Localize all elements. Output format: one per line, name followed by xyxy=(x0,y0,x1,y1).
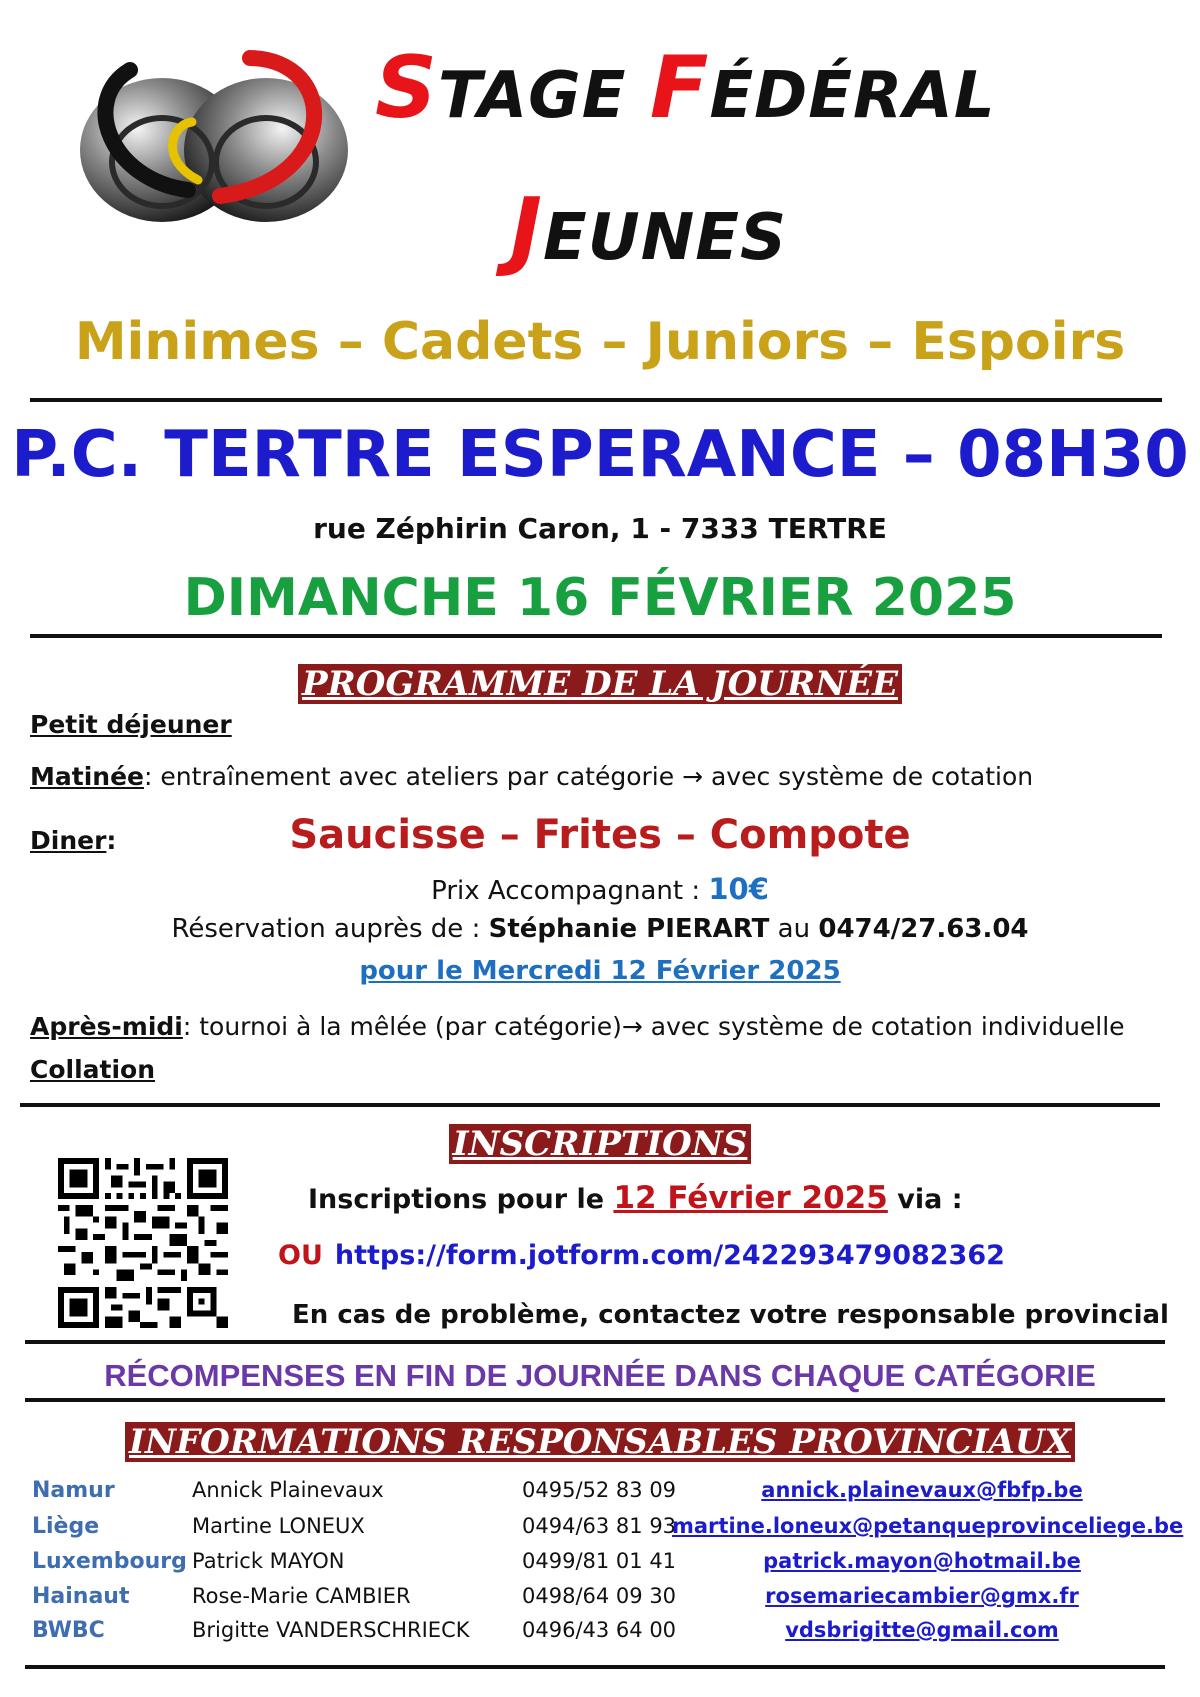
petanque-logo xyxy=(70,30,360,250)
reservation-deadline: pour le Mercredi 12 Février 2025 xyxy=(359,956,841,986)
contact-email-link[interactable]: patrick.mayon@hotmail.be xyxy=(763,1549,1081,1573)
price-value: 10€ xyxy=(708,872,769,906)
inscriptions-line xyxy=(308,1180,963,1216)
title-line-1 xyxy=(375,38,996,138)
contact-province: Luxembourg xyxy=(32,1549,187,1574)
contact-name: Annick Plainevaux xyxy=(192,1478,384,1502)
reservation-au: au xyxy=(777,914,811,944)
inscriptions-prefix: Inscriptions pour le xyxy=(308,1184,605,1215)
divider xyxy=(25,1665,1165,1669)
contact-row xyxy=(32,1549,1182,1583)
contact-province: BWBC xyxy=(32,1618,105,1643)
contact-phone: 0499/81 01 41 xyxy=(522,1549,677,1573)
diner-colon: : xyxy=(106,826,117,855)
categories-line: Minimes – Cadets – Juniors – Espoirs xyxy=(74,312,1126,372)
contact-name: Patrick MAYON xyxy=(192,1549,345,1573)
collation-label: Collation xyxy=(30,1055,156,1084)
contact-phone: 0494/63 81 93 xyxy=(522,1514,677,1538)
apres-midi-text: : tournoi à la mêlée (par catégorie)→ avec système de cotation individuelle xyxy=(182,1012,1125,1041)
title-stage-rest: TAGE xyxy=(437,59,650,133)
contact-row xyxy=(32,1514,1182,1548)
reservation-prefix: Réservation auprès de : xyxy=(171,914,481,944)
reservation-person: Stéphanie PIERART xyxy=(488,914,770,944)
contact-email-link[interactable]: vdsbrigitte@gmail.com xyxy=(785,1618,1059,1642)
collation-row xyxy=(30,1055,155,1084)
petit-dejeuner-row xyxy=(30,710,232,739)
reservation-deadline-line xyxy=(0,956,1200,986)
event-date: DIMANCHE 16 FÉVRIER 2025 xyxy=(183,568,1017,628)
apres-midi-row xyxy=(30,1012,1125,1041)
programme-heading: PROGRAMME DE LA JOURNÉE xyxy=(298,664,902,704)
contact-name: Brigitte VANDERSCHRIECK xyxy=(192,1618,470,1642)
inscriptions-suffix: via : xyxy=(897,1184,963,1215)
title-jeunes-rest: EUNES xyxy=(543,201,788,275)
matinee-label: Matinée xyxy=(30,762,144,791)
reservation-line xyxy=(0,914,1200,944)
jotform-line xyxy=(278,1240,1005,1271)
inscriptions-date: 12 Février 2025 xyxy=(613,1180,888,1216)
divider xyxy=(20,1103,1160,1107)
title-initial-s: S xyxy=(375,38,438,138)
venue-name: P.C. TERTRE ESPERANCE – 08H30 xyxy=(11,418,1189,492)
title-initial-f: F xyxy=(649,38,710,138)
contact-email-link[interactable]: annick.plainevaux@fbfp.be xyxy=(761,1478,1083,1502)
contact-name: Martine LONEUX xyxy=(192,1514,365,1538)
contact-email-link[interactable]: rosemariecambier@gmx.fr xyxy=(765,1584,1079,1608)
contacts-heading-wrap xyxy=(0,1422,1200,1462)
jotform-link[interactable]: https://form.jotform.com/242293479082362 xyxy=(334,1240,1005,1271)
divider xyxy=(30,398,1162,402)
title-initial-j: J xyxy=(510,180,543,280)
problem-contact-line: En cas de problème, contactez votre responsable provincial xyxy=(292,1300,1169,1330)
ou-label: OU xyxy=(278,1240,323,1271)
contact-phone: 0495/52 83 09 xyxy=(522,1478,677,1502)
contact-phone: 0496/43 64 00 xyxy=(522,1618,677,1642)
diner-label: Diner xyxy=(30,826,107,855)
petit-dejeuner-label: Petit déjeuner xyxy=(30,710,232,739)
matinee-row xyxy=(30,762,1033,791)
title-federal-rest: ÉDÉRAL xyxy=(709,59,996,133)
contacts-heading: INFORMATIONS RESPONSABLES PROVINCIAUX xyxy=(125,1422,1075,1462)
inscriptions-heading: INSCRIPTIONS xyxy=(449,1124,752,1164)
price-label: Prix Accompagnant : xyxy=(431,876,701,906)
contact-row xyxy=(32,1584,1182,1618)
contact-row xyxy=(32,1618,1182,1652)
contact-email-link[interactable]: martine.loneux@petanqueprovinceliege.be xyxy=(672,1514,1184,1538)
matinee-text: : entraînement avec ateliers par catégorie → avec système de cotation xyxy=(143,762,1034,791)
title-line-2 xyxy=(510,180,787,280)
divider xyxy=(25,1340,1165,1344)
diner-menu: Saucisse – Frites – Compote xyxy=(289,812,911,858)
contact-row xyxy=(32,1478,1182,1512)
venue-address: rue Zéphirin Caron, 1 - 7333 TERTRE xyxy=(313,512,887,545)
contact-province: Namur xyxy=(32,1478,115,1503)
contact-province: Liège xyxy=(32,1514,100,1539)
apres-midi-label: Après-midi xyxy=(30,1012,183,1041)
contact-phone: 0498/64 09 30 xyxy=(522,1584,677,1608)
divider xyxy=(25,1398,1165,1402)
price-line xyxy=(0,872,1200,906)
recompenses-line: RÉCOMPENSES EN FIN DE JOURNÉE DANS CHAQUE CATÉGORIE xyxy=(104,1358,1096,1393)
contact-province: Hainaut xyxy=(32,1584,130,1609)
programme-heading-wrap xyxy=(0,664,1200,704)
contact-name: Rose-Marie CAMBIER xyxy=(192,1584,411,1608)
reservation-phone: 0474/27.63.04 xyxy=(818,914,1029,944)
qr-code[interactable] xyxy=(58,1158,228,1328)
divider xyxy=(30,634,1162,638)
